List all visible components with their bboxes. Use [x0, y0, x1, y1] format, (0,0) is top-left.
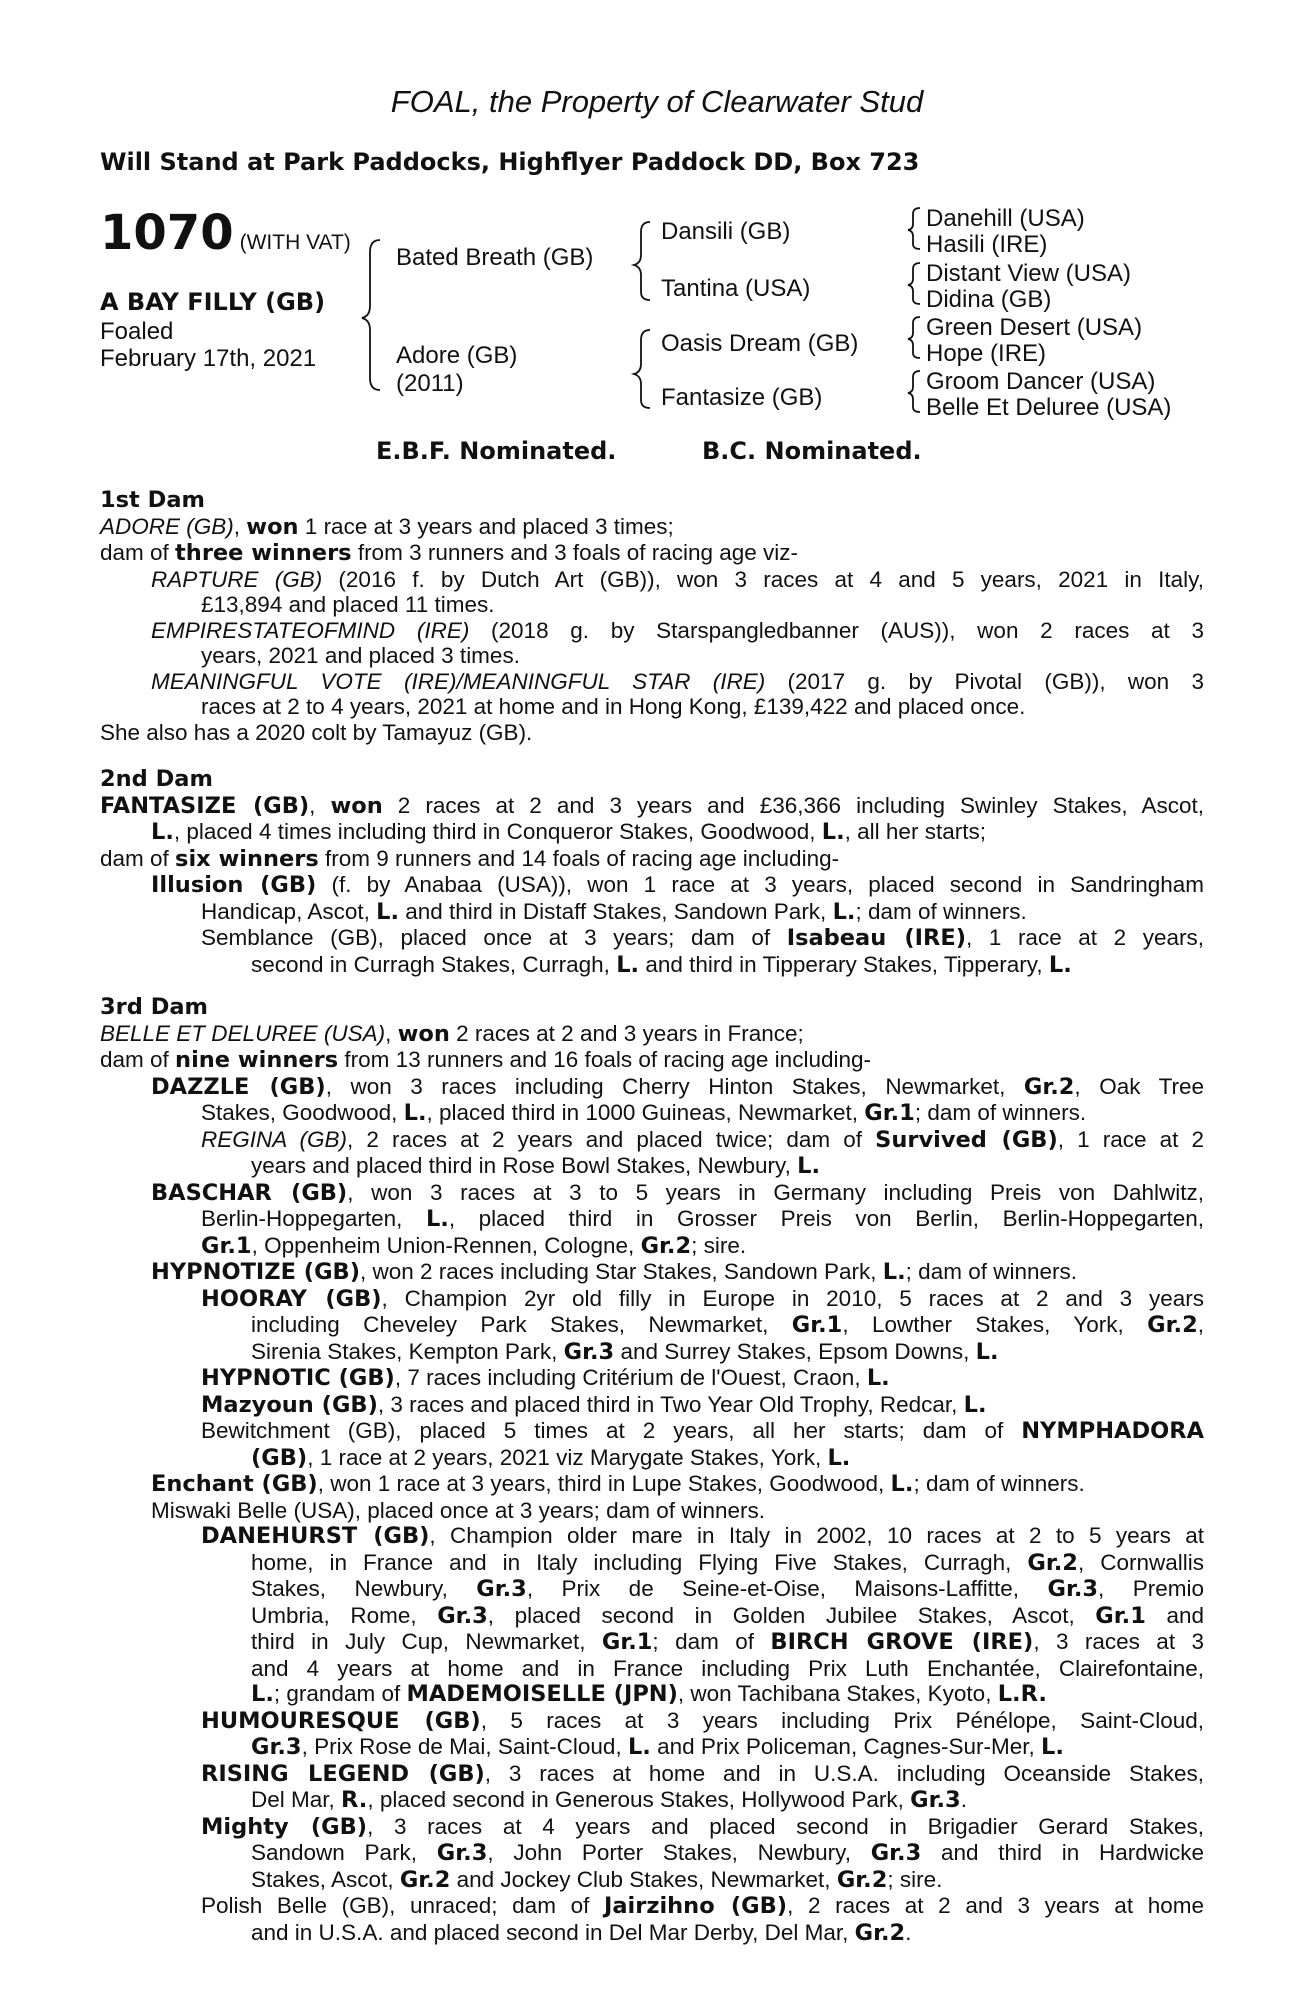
text-line: Stakes, Ascot, Gr.2 and Jockey Club Stakes, Newmarket, Gr.2; sire. — [251, 1866, 943, 1893]
brace-dam — [634, 330, 650, 408]
bold-text: L. — [151, 819, 174, 845]
text-line: Mighty (GB), 3 races at 4 years and placed second in Brigadier Gerard Stakes, — [201, 1813, 1204, 1840]
bold-text: six winners — [175, 845, 319, 872]
text-line: L., placed 4 times including third in Conqueror Stakes, Goodwood, L., all her starts; — [151, 819, 986, 845]
section-body — [100, 514, 1204, 746]
bold-text: L. — [963, 1391, 987, 1418]
bold-text: R. — [341, 1787, 368, 1813]
bold-text: Gr.2 — [1027, 1549, 1078, 1576]
text-line: HOORAY (GB), Champion 2yr old filly in Europe in 2010, 5 races at 2 and 3 years — [201, 1285, 1205, 1312]
italic-text: MEANINGFUL VOTE (IRE)/MEANINGFUL STAR (IRE) — [151, 668, 766, 694]
italic-text: ADORE (GB) — [100, 513, 234, 539]
text-line: RISING LEGEND (GB), 3 races at home and in U.S.A. including Oceanside Stakes, — [201, 1760, 1204, 1787]
text-line: Polish Belle (GB), unraced; dam of Jairzihno (GB), 2 races at 2 and 3 years at home — [201, 1893, 1204, 1919]
text-line: RAPTURE (GB) (2016 f. by Dutch Art (GB)), won 3 races at 4 and 5 years, 2021 in Italy, — [151, 566, 1204, 592]
bold-text: Gr.1 — [201, 1232, 252, 1259]
bold-text: L. — [403, 1100, 427, 1126]
text-line: ADORE (GB), won 1 race at 3 years and placed 3 times; — [100, 513, 674, 540]
bold-text: three winners — [175, 540, 352, 566]
bold-text: L. — [827, 1444, 851, 1471]
text-line: (GB), 1 race at 2 years, 2021 viz Marygate Stakes, York, L. — [251, 1444, 851, 1471]
grandparent-1: Danehill (USA) — [926, 205, 1085, 232]
bold-text: L. — [832, 898, 856, 925]
text-line: Berlin-Hoppegarten, L., placed third in Grosser Preis von Berlin, Berlin-Hoppegarten, — [201, 1206, 1204, 1232]
bold-text: Jairzihno (GB) — [603, 1893, 788, 1919]
grandparent-7: Groom Dancer (USA) — [926, 368, 1156, 395]
text-line: Semblance (GB), placed once at 3 years; dam of Isabeau (IRE), 1 race at 2 years, — [201, 925, 1204, 951]
italic-text: RAPTURE (GB) — [151, 566, 323, 592]
text-line: races at 2 to 4 years, 2021 at home and in Hong Kong, £139,422 and placed once. — [201, 694, 1026, 719]
text-line: and in U.S.A. and placed second in Del Mar Derby, Del Mar, Gr.2. — [251, 1919, 912, 1946]
bold-text: won — [246, 513, 299, 540]
bold-text: L. — [1048, 951, 1072, 978]
section-body — [100, 1021, 1204, 1947]
third-dam-section — [100, 995, 1204, 1946]
grandparent-4: Didina (GB) — [926, 286, 1052, 313]
bold-text: L.R. — [997, 1681, 1047, 1707]
bold-text: Gr.2 — [640, 1232, 692, 1259]
grandparent-8: Belle Et Deluree (USA) — [926, 394, 1172, 421]
second-dam-section — [100, 767, 1204, 978]
text-line: Gr.1, Oppenheim Union-Rennen, Cologne, Gr.2; sire. — [201, 1232, 747, 1259]
text-line: HYPNOTIC (GB), 7 races including Critérium de l'Ouest, Craon, L. — [201, 1365, 890, 1391]
bold-text: Gr.2 — [399, 1866, 451, 1893]
brace-main — [362, 240, 380, 390]
text-line: third in July Cup, Newmarket, Gr.1; dam of BIRCH GROVE (IRE), 3 races at 3 — [251, 1629, 1204, 1655]
text-line: £13,894 and placed 11 times. — [201, 592, 495, 617]
text-line: MEANINGFUL VOTE (IRE)/MEANINGFUL STAR (IRE) (2017 g. by Pivotal (GB)), won 3 — [151, 668, 1204, 694]
bold-text: Gr.3 — [910, 1787, 961, 1813]
bold-text: Gr.3 — [436, 1840, 488, 1866]
brace-g-2 — [908, 263, 920, 304]
text-line: DAZZLE (GB), won 3 races including Cherry Hinton Stakes, Newmarket, Gr.2, Oak Tree — [151, 1073, 1204, 1100]
page-title: FOAL, the Property of Clearwater Stud — [390, 84, 924, 119]
section-heading: 3rd Dam — [100, 994, 208, 1020]
bold-text: L. — [821, 819, 845, 845]
bold-text: Illusion (GB) — [151, 872, 317, 898]
text-line: Illusion (GB) (f. by Anabaa (USA)), won 1 race at 3 years, placed second in Sandringham — [151, 872, 1204, 898]
grandparent-3: Distant View (USA) — [926, 260, 1131, 287]
bold-text: L. — [376, 898, 399, 925]
bold-text: Gr.2 — [1023, 1073, 1075, 1100]
bold-text: won — [397, 1020, 450, 1047]
bold-text: L. — [890, 1471, 914, 1497]
bold-text: HYPNOTIC (GB) — [201, 1365, 395, 1391]
text-line: BELLE ET DELUREE (USA), won 2 races at 2 and 3 years in France; — [100, 1020, 804, 1047]
bold-text: NYMPHADORA — [1021, 1418, 1204, 1444]
text-line: including Cheveley Park Stakes, Newmarket, Gr.1, Lowther Stakes, York, Gr.2, — [251, 1312, 1204, 1338]
brace-g-3 — [908, 317, 920, 358]
bold-text: Gr.3 — [563, 1338, 615, 1365]
text-line: and 4 years at home and in France including Prix Luth Enchantée, Clairefontaine, — [251, 1655, 1204, 1681]
text-line: BASCHAR (GB), won 3 races at 3 to 5 years in Germany including Preis von Dahlwitz, — [151, 1179, 1204, 1206]
section-body — [100, 793, 1204, 979]
text-line: HUMOURESQUE (GB), 5 races at 3 years including Prix Pénélope, Saint-Cloud, — [201, 1707, 1205, 1734]
text-line: years, 2021 and placed 3 times. — [201, 643, 520, 668]
bold-text: Gr.3 — [1047, 1576, 1099, 1602]
dam-dam: Fantasize (GB) — [661, 384, 823, 411]
bold-text: L. — [882, 1259, 906, 1285]
text-line: Miswaki Belle (USA), placed once at 3 years; dam of winners. — [151, 1497, 766, 1523]
foaled-date: February 17th, 2021 — [100, 345, 317, 372]
bold-text: BIRCH GROVE (IRE) — [770, 1629, 1034, 1655]
text-line: Sandown Park, Gr.3, John Porter Stakes, Newbury, Gr.3 and third in Hardwicke — [251, 1840, 1205, 1866]
bold-text: L. — [797, 1153, 820, 1179]
bold-text: Survived (GB) — [875, 1126, 1058, 1153]
bold-text: Gr.3 — [476, 1576, 527, 1602]
text-line: Umbria, Rome, Gr.3, placed second in Golden Jubilee Stakes, Ascot, Gr.1 and — [251, 1602, 1204, 1629]
text-line: She also has a 2020 colt by Tamayuz (GB). — [100, 719, 533, 745]
bold-text: Mighty (GB) — [201, 1813, 368, 1840]
bold-text: Mazyoun (GB) — [201, 1391, 378, 1418]
grandparent-2: Hasili (IRE) — [926, 231, 1048, 258]
italic-text: BELLE ET DELUREE (USA) — [100, 1020, 386, 1046]
text-line: dam of six winners from 9 runners and 14 foals of racing age including- — [100, 845, 840, 872]
bold-text: Gr.3 — [870, 1840, 922, 1866]
text-line: Enchant (GB), won 1 race at 3 years, third in Lupe Stakes, Goodwood, L.; dam of winners. — [151, 1471, 1085, 1497]
text-line: Handicap, Ascot, L. and third in Distaff Stakes, Sandown Park, L.; dam of winners. — [201, 898, 1027, 925]
bold-text: RISING LEGEND (GB) — [201, 1760, 485, 1787]
bold-text: L. — [627, 1734, 651, 1760]
sire-sire: Dansili (GB) — [661, 218, 791, 245]
bold-text: HOORAY (GB) — [201, 1285, 382, 1312]
dam: Adore (GB) — [396, 342, 518, 369]
bold-text: Gr.1 — [864, 1100, 915, 1126]
bold-text: L. — [251, 1681, 274, 1707]
bold-text: DANEHURST (GB) — [201, 1523, 430, 1549]
bold-text: nine winners — [175, 1047, 339, 1073]
bold-text: won — [330, 792, 383, 819]
sire-dam: Tantina (USA) — [661, 275, 811, 302]
bold-text: Gr.1 — [1095, 1602, 1146, 1629]
text-line: FANTASIZE (GB), won 2 races at 2 and 3 years and £36,366 including Swinley Stakes, Ascot, — [100, 792, 1204, 819]
brace-g-1 — [908, 208, 920, 249]
bold-text: L. — [975, 1338, 999, 1365]
bold-text: BASCHAR (GB) — [151, 1179, 348, 1206]
bc-nomination: B.C. Nominated. — [702, 437, 922, 465]
text-line: Sirenia Stakes, Kempton Park, Gr.3 and Surrey Stakes, Epsom Downs, L. — [251, 1338, 999, 1365]
text-line: second in Curragh Stakes, Curragh, L. and third in Tipperary Stakes, Tipperary, L. — [251, 951, 1072, 978]
bold-text: Gr.1 — [601, 1629, 653, 1655]
bold-text: (GB) — [251, 1444, 308, 1471]
text-line: home, in France and in Italy including Flying Five Stakes, Curragh, Gr.2, Cornwallis — [251, 1549, 1204, 1576]
foaled-label: Foaled — [100, 318, 174, 345]
bold-text: Enchant (GB) — [151, 1471, 318, 1497]
grandparent-5: Green Desert (USA) — [926, 314, 1143, 341]
grandparent-6: Hope (IRE) — [926, 340, 1047, 367]
text-line: Mazyoun (GB), 3 races and placed third in Two Year Old Trophy, Redcar, L. — [201, 1391, 987, 1418]
text-line: Del Mar, R., placed second in Generous Stakes, Hollywood Park, Gr.3. — [251, 1787, 967, 1813]
bold-text: Gr.3 — [437, 1602, 488, 1629]
bold-text: Gr.2 — [1147, 1312, 1198, 1338]
text-line: DANEHURST (GB), Champion older mare in Italy in 2002, 10 races at 2 to 5 years at — [201, 1523, 1204, 1549]
text-line: Stakes, Newbury, Gr.3, Prix de Seine-et-Oise, Maisons-Laffitte, Gr.3, Premio — [251, 1576, 1204, 1602]
brace-sire — [634, 222, 650, 300]
bold-text: HYPNOTIZE (GB) — [151, 1259, 360, 1285]
bold-text: L. — [616, 951, 640, 978]
bold-text: FANTASIZE (GB) — [100, 792, 310, 819]
bold-text: L. — [425, 1206, 449, 1232]
text-line: REGINA (GB), 2 races at 2 years and placed twice; dam of Survived (GB), 1 race at 2 — [201, 1126, 1204, 1153]
first-dam-section — [100, 488, 1204, 745]
bold-text: Gr.2 — [854, 1919, 906, 1946]
text-line: dam of nine winners from 13 runners and 16 foals of racing age including- — [100, 1047, 871, 1073]
bold-text: Isabeau (IRE) — [786, 925, 967, 951]
section-heading: 2nd Dam — [100, 766, 213, 792]
text-line: Gr.3, Prix Rose de Mai, Saint-Cloud, L. and Prix Policeman, Cagnes-Sur-Mer, L. — [251, 1734, 1064, 1760]
horse-name: A BAY FILLY (GB) — [100, 288, 326, 316]
bold-text: L. — [1041, 1734, 1064, 1760]
text-line: years and placed third in Rose Bowl Stakes, Newbury, L. — [251, 1153, 820, 1179]
bold-text: L. — [866, 1365, 890, 1391]
bold-text: DAZZLE (GB) — [151, 1073, 326, 1100]
sire: Bated Breath (GB) — [396, 244, 594, 271]
bold-text: Gr.2 — [836, 1866, 888, 1893]
bold-text: Gr.3 — [251, 1734, 302, 1760]
lot-number: 1070 — [100, 205, 234, 261]
brace-g-4 — [908, 371, 920, 412]
italic-text: REGINA (GB) — [201, 1126, 348, 1152]
bold-text: HUMOURESQUE (GB) — [201, 1707, 481, 1734]
text-line: Stakes, Goodwood, L., placed third in 1000 Guineas, Newmarket, Gr.1; dam of winners. — [201, 1100, 1087, 1126]
text-line: L.; grandam of MADEMOISELLE (JPN), won Tachibana Stakes, Kyoto, L.R. — [251, 1681, 1047, 1707]
lot-vat: (WITH VAT) — [239, 231, 351, 254]
text-line: EMPIRESTATEOFMIND (IRE) (2018 g. by Starspangledbanner (AUS)), won 2 races at 3 — [151, 617, 1204, 643]
bold-text: MADEMOISELLE (JPN) — [406, 1681, 678, 1707]
ebf-nomination: E.B.F. Nominated. — [376, 437, 617, 465]
dam-year: (2011) — [396, 370, 464, 397]
section-heading: 1st Dam — [100, 487, 205, 513]
text-line: dam of three winners from 3 runners and 3 foals of racing age viz- — [100, 540, 799, 566]
text-line: HYPNOTIZE (GB), won 2 races including Star Stakes, Sandown Park, L.; dam of winners. — [151, 1259, 1077, 1285]
text-line: Bewitchment (GB), placed 5 times at 2 years, all her starts; dam of NYMPHADORA — [201, 1418, 1204, 1444]
dam-sire: Oasis Dream (GB) — [661, 330, 859, 357]
stand-location: Will Stand at Park Paddocks, Highflyer Paddock DD, Box 723 — [100, 148, 920, 176]
bold-text: Gr.1 — [791, 1312, 843, 1338]
italic-text: EMPIRESTATEOFMIND (IRE) — [151, 617, 470, 643]
